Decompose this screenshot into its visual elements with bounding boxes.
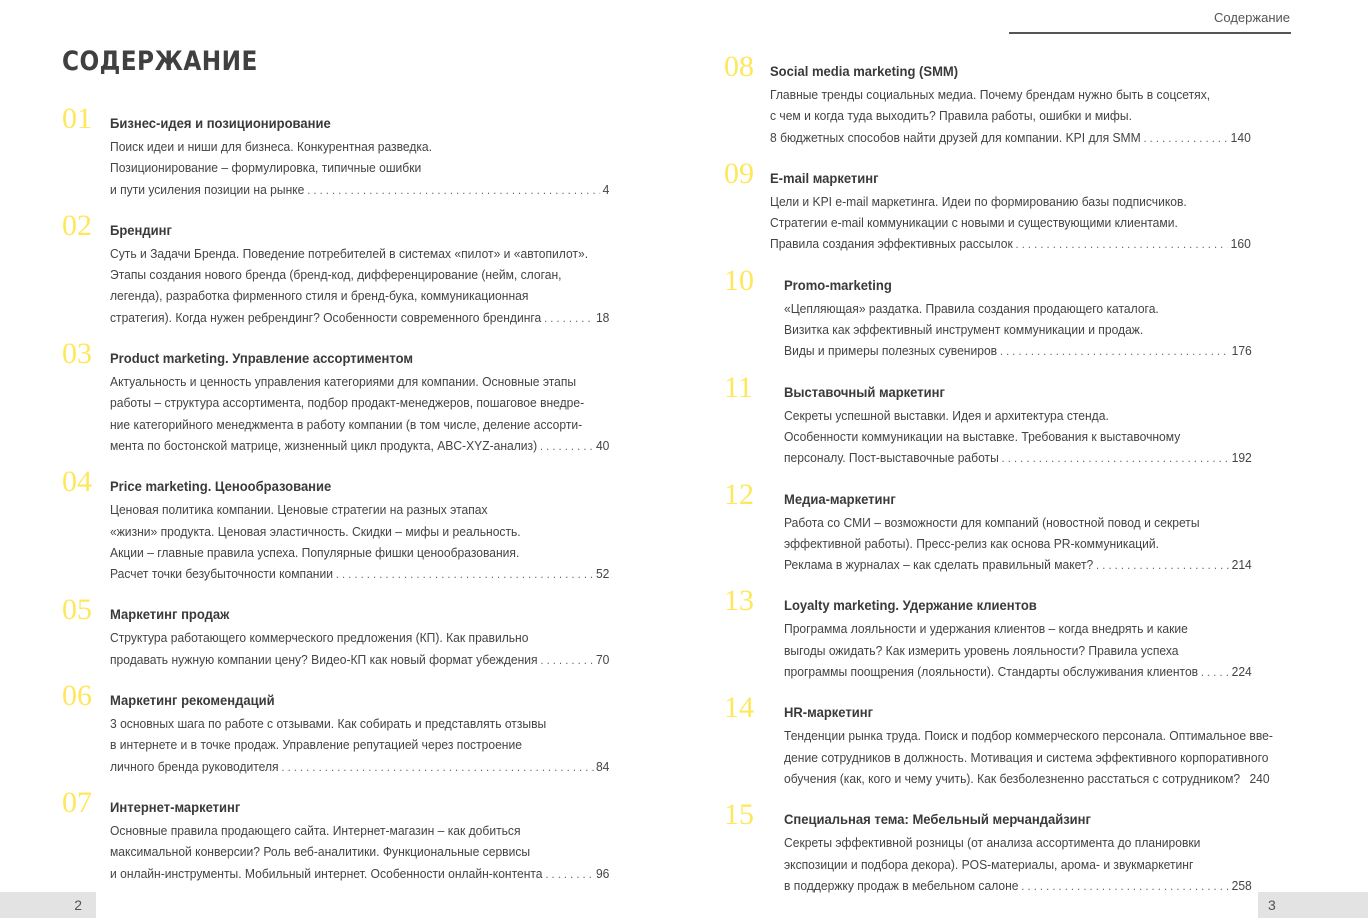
entry-spacer [62, 201, 614, 211]
description-line: максимальной конверсии? Роль веб-аналитики. Функциональные сервисы [110, 844, 531, 860]
description-last-line [784, 768, 1270, 790]
toc-entry[interactable] [724, 477, 1296, 577]
entry-spacer [724, 576, 1296, 586]
description-line: Суть и Задачи Бренда. Поведение потребителей в системах «пилот» и «автопилот». [110, 245, 589, 261]
entry-spacer [724, 790, 1296, 800]
toc-entry[interactable] [724, 693, 1296, 790]
chapter-number: 06 [62, 679, 92, 713]
description-last-line [784, 340, 1252, 362]
page-reference[interactable]: 140 [1230, 129, 1251, 145]
entry-spacer [62, 457, 614, 467]
running-head: Содержание [1214, 10, 1290, 25]
description-line: и онлайн-инструменты. Мобильный интернет. Особенности онлайн-контента [110, 865, 543, 881]
chapter-description [110, 818, 614, 885]
leader-dots [1143, 128, 1227, 149]
chapter-description [110, 497, 614, 585]
toc-entry-header [724, 693, 1296, 723]
description-line: Поиск идеи и ниши для бизнеса. Конкурентная разведка. [110, 139, 433, 154]
leader-dots [1002, 448, 1229, 469]
chapter-number: 01 [62, 102, 92, 135]
entry-spacer [62, 885, 614, 895]
chapter-number: 13 [724, 584, 754, 618]
description-line: Цели и KPI e-mail маркетинга. Идеи по формированию базы подписчиков. [770, 193, 1187, 209]
toc-entry[interactable] [62, 339, 614, 457]
toc-entry[interactable] [724, 52, 1296, 149]
chapter-title[interactable]: Специальная тема: Мебельный мерчандайзинг [784, 811, 1091, 828]
chapter-title[interactable]: Loyalty marketing. Удержание клиентов [784, 597, 1037, 614]
toc-entry-header [62, 681, 614, 711]
chapter-number: 11 [724, 370, 753, 404]
description-line: Правила создания эффективных рассылок [770, 236, 1013, 252]
toc-entry-header [724, 477, 1296, 511]
description-last-line [784, 875, 1252, 897]
chapter-number: 10 [724, 263, 754, 297]
entry-spacer [724, 897, 1296, 907]
chapter-number: 05 [62, 593, 92, 627]
toc-entry[interactable] [62, 104, 614, 201]
toc-entry[interactable] [724, 586, 1296, 683]
leader-dots [281, 757, 593, 778]
description-line: продавать нужную компании цену? Видео-КП как новый формат убеждения [110, 651, 538, 667]
running-head-rule [1009, 32, 1291, 34]
toc-entry-header [724, 52, 1296, 82]
chapter-number: 15 [724, 798, 754, 832]
chapter-description [110, 711, 614, 778]
leader-dots [540, 436, 593, 457]
chapter-title[interactable]: Social media marketing (SMM) [770, 63, 959, 79]
description-line: с чем и когда туда выходить? Правила работы, ошибки и мифы. [770, 108, 1132, 124]
page-reference[interactable]: 70 [595, 651, 610, 667]
description-line: Главные тренды социальных медиа. Почему брендам нужно быть в соцсетях, [770, 87, 1211, 102]
entry-spacer [62, 671, 614, 681]
description-line: «Цепляющая» раздатка. Правила создания продающего каталога. [784, 300, 1159, 316]
toc-entry[interactable] [62, 681, 614, 778]
description-line: Актуальность и ценность управления категориями для компании. Основные этапы [110, 374, 577, 390]
toc-entry-header [724, 370, 1296, 404]
description-last-line [784, 447, 1252, 469]
description-line: Основные правила продающего сайта. Интернет-магазин – как добиться [110, 822, 521, 838]
page-number-box-right [1258, 892, 1368, 918]
description-line: Тенденции рынка труда. Поиск и подбор коммерческого персонала. Оптимальное вве- [784, 728, 1273, 744]
chapter-title[interactable]: Медиа-маркетинг [784, 490, 896, 507]
description-line: Особенности коммуникации на выставке. Требования к выставочному [784, 428, 1181, 444]
leader-dots [1016, 234, 1228, 255]
toc-entry-header [62, 467, 614, 497]
chapter-title[interactable]: Price marketing. Ценообразование [110, 478, 332, 495]
description-last-line [110, 863, 609, 885]
description-last-line [770, 233, 1251, 255]
entry-spacer [62, 329, 614, 339]
entry-spacer [62, 585, 614, 595]
description-line: Визитка как эффективный инструмент коммуникации и продаж. [784, 322, 1144, 338]
description-last-line [110, 435, 609, 457]
toc-entry[interactable] [62, 595, 614, 671]
description-line: Этапы создания нового бренда (бренд-код, дифференцирование (нейм, слоган, [110, 267, 562, 283]
page-reference[interactable]: 192 [1231, 450, 1252, 466]
chapter-title[interactable]: Выставочный маркетинг [784, 383, 945, 400]
description-line: Программа лояльности и удержания клиентов – когда внедрять и какие [784, 621, 1188, 637]
toc-entry[interactable] [62, 785, 614, 885]
chapter-description [784, 296, 1296, 363]
description-last-line [110, 179, 609, 201]
description-line: «жизни» продукта. Ценовая эластичность. Скидки – мифы и реальность. [110, 523, 521, 539]
toc-entry-header [62, 104, 614, 134]
description-line: 8 бюджетных способов найти друзей для компании. KPI для SMM [770, 129, 1141, 145]
toc-entry[interactable] [62, 208, 614, 329]
description-line: ние категорийного менеджмента в работу компании (в том числе, деление ассорти- [110, 416, 583, 432]
chapter-description [110, 369, 614, 457]
entry-spacer [724, 683, 1296, 693]
description-line: дение сотрудников в должность. Мотивация и система эффективного корпоративного [784, 749, 1269, 765]
page-number-right: 3 [1268, 897, 1276, 913]
chapter-description [784, 830, 1296, 897]
page-reference[interactable]: 224 [1231, 664, 1252, 680]
description-line: Акции – главные правила успеха. Популярные фишки ценообразования. [110, 544, 520, 560]
chapter-title[interactable]: Product marketing. Управление ассортиментом [110, 350, 414, 367]
page-reference[interactable]: 18 [595, 309, 610, 325]
chapter-description [784, 403, 1296, 470]
description-line: Позиционирование – формулировка, типичные ошибки [110, 160, 422, 176]
description-line: Стратегии e-mail коммуникации с новыми и существующими клиентами. [770, 215, 1178, 231]
entry-spacer [62, 778, 614, 788]
chapter-title[interactable]: E-mail маркетинг [770, 169, 879, 186]
toc-entry[interactable] [724, 800, 1296, 897]
right-page [684, 0, 1368, 924]
description-line: личного бренда руководителя [110, 758, 279, 774]
leader-dots [545, 864, 593, 885]
chapter-title[interactable]: Маркетинг продаж [110, 606, 230, 623]
description-line: Ценовая политика компании. Ценовые стратегии на разных этапах [110, 502, 488, 518]
toc-entry-header [62, 339, 614, 369]
description-line: и пути усиления позиции на рынке [110, 181, 305, 197]
description-last-line [110, 563, 609, 585]
page-title: СОДЕРЖАНИЕ [62, 46, 258, 77]
toc-entry-header [62, 208, 614, 242]
chapter-title[interactable]: Promo-marketing [784, 276, 892, 293]
leader-dots [540, 650, 593, 671]
page-reference[interactable]: 214 [1231, 557, 1252, 573]
page-reference[interactable]: 240 [1249, 770, 1270, 786]
toc-entry-header [724, 263, 1296, 297]
description-last-line [784, 554, 1252, 576]
chapter-title[interactable]: HR-маркетинг [784, 704, 874, 721]
description-line: персоналу. Пост-выставочные работы [784, 450, 999, 466]
description-line: в интернете и в точке продаж. Управление репутацией через построение [110, 737, 522, 753]
page-reference[interactable]: 160 [1230, 236, 1251, 252]
chapter-title[interactable]: Бизнес-идея и позиционирование [110, 115, 331, 131]
description-line: экспозиции и подбора декора). POS-материалы, арома- и звукмаркетинг [784, 856, 1194, 872]
entry-spacer [724, 470, 1296, 480]
chapter-title[interactable]: Брендинг [110, 221, 172, 238]
page-number-left: 2 [74, 897, 82, 913]
chapter-title[interactable]: Маркетинг рекомендаций [110, 692, 275, 709]
chapter-number: 14 [724, 691, 754, 725]
description-last-line [110, 756, 609, 778]
description-line: Реклама в журналах – как сделать правильный макет? [784, 557, 1094, 573]
toc-entry[interactable] [62, 467, 614, 585]
description-line: выгоды ожидать? Как измерить уровень лояльности? Правила успеха [784, 642, 1179, 658]
description-line: Работа со СМИ – возможности для компаний (новостной повод и секреты [784, 514, 1200, 530]
description-line: обучения (как, кого и чему учить). Как безболезненно расстаться с сотрудником? [784, 770, 1241, 786]
page-reference[interactable]: 96 [595, 865, 610, 881]
leader-dots [544, 308, 593, 329]
toc-right-column [724, 52, 1296, 907]
description-line: Секреты успешной выставки. Идея и архитектура стенда. [784, 407, 1109, 423]
toc-entry-header [62, 595, 614, 625]
leader-dots [1000, 341, 1229, 362]
page-reference[interactable]: 176 [1231, 343, 1252, 359]
toc-entry-header [724, 156, 1296, 190]
chapter-description [110, 625, 614, 671]
description-last-line [110, 307, 609, 329]
leader-dots [336, 564, 593, 585]
leader-dots [307, 180, 600, 201]
description-line: легенда), разработка фирменного стиля и бренд-бука, коммуникационная [110, 288, 529, 304]
description-line: Секреты эффективной розницы (от анализа ассортимента до планировки [784, 835, 1201, 851]
chapter-number: 12 [724, 477, 754, 511]
page-number-box-left [0, 892, 96, 918]
page-reference[interactable]: 4 [602, 181, 610, 197]
chapter-description [770, 189, 1296, 256]
leader-dots [1096, 555, 1229, 576]
page-reference[interactable]: 258 [1231, 877, 1252, 893]
description-last-line [110, 649, 609, 671]
toc-entry[interactable] [724, 263, 1296, 363]
page-reference[interactable]: 52 [595, 566, 610, 582]
description-line: стратегия). Когда нужен ребрендинг? Особенности современного брендинга [110, 309, 542, 325]
description-last-line [784, 661, 1252, 683]
chapter-description [784, 723, 1296, 790]
description-line: Виды и примеры полезных сувениров [784, 343, 998, 359]
chapter-description [770, 82, 1296, 149]
chapter-number: 04 [62, 465, 92, 499]
toc-left-column [62, 104, 614, 895]
description-line: в поддержку продаж в мебельном салоне [784, 877, 1019, 893]
chapter-description [110, 134, 614, 201]
chapter-number: 09 [724, 156, 754, 190]
description-line: эффективной работы). Пресс-релиз как основа PR-коммуникаций. [784, 535, 1159, 551]
toc-entry-header [724, 800, 1296, 830]
toc-entry-header [724, 586, 1296, 616]
description-line: Структура работающего коммерческого предложения (КП). Как правильно [110, 630, 529, 646]
description-last-line [770, 127, 1251, 149]
chapter-description [784, 616, 1296, 683]
chapter-description [784, 510, 1296, 577]
chapter-number: 07 [62, 785, 92, 819]
toc-entry[interactable] [724, 370, 1296, 470]
entry-spacer [724, 149, 1296, 159]
description-line: 3 основных шага по работе с отзывами. Как собирать и представлять отзывы [110, 716, 547, 732]
description-line: мента по бостонской матрице, жизненный цикл продукта, ABC-XYZ-анализ) [110, 437, 538, 453]
chapter-description [110, 241, 614, 329]
chapter-number: 03 [62, 337, 92, 371]
chapter-title[interactable]: Интернет-маркетинг [110, 798, 241, 815]
toc-entry-header [62, 785, 614, 819]
chapter-number: 08 [724, 50, 754, 83]
page-reference[interactable]: 40 [595, 437, 610, 453]
description-line: программы поощрения (лояльности). Стандарты обслуживания клиентов [784, 664, 1199, 680]
toc-entry[interactable] [724, 156, 1296, 256]
entry-spacer [724, 256, 1296, 266]
page-reference[interactable]: 84 [595, 758, 610, 774]
leader-dots [1021, 876, 1229, 897]
description-line: работы – структура ассортимента, подбор продакт-менеджеров, пошаговое внедре- [110, 395, 585, 411]
leader-dots [1201, 662, 1229, 683]
description-line: Расчет точки безубыточности компании [110, 566, 333, 582]
chapter-number: 02 [62, 208, 92, 242]
entry-spacer [724, 363, 1296, 373]
